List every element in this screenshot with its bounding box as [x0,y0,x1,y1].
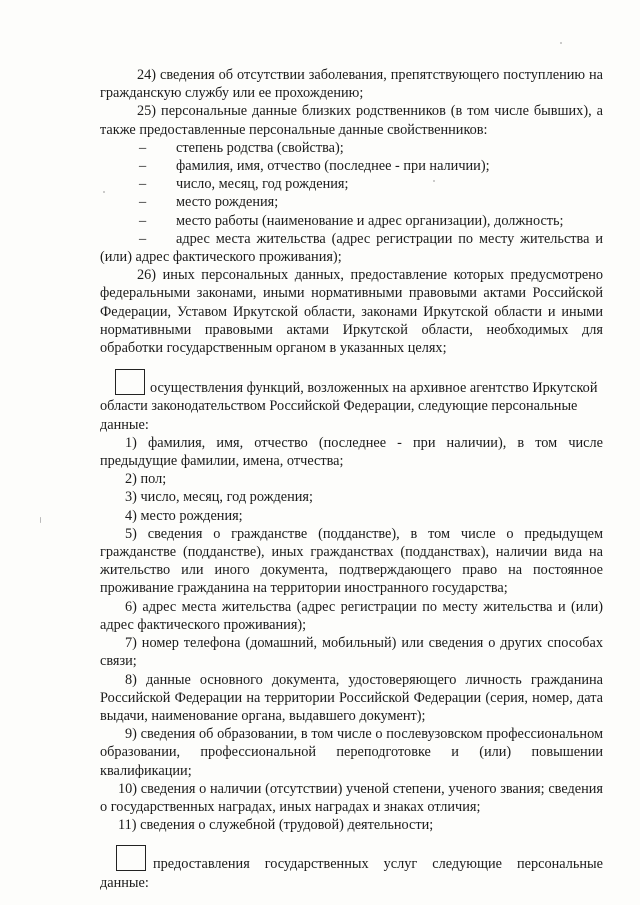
bullet-dash: – [139,158,147,175]
list-item [100,816,603,834]
bullet-item [100,157,603,175]
bullet-item [100,139,603,157]
archive-functions-checkbox[interactable] [115,369,145,395]
bullet-text: степень родства (свойства); [176,139,344,156]
bullet-dash: – [139,194,147,211]
section-b-intro [100,379,603,434]
bullet-item [100,230,603,266]
list-item-text: 11) сведения о служебной (трудовой) деятельности; [118,817,434,834]
list-item-text: 1) фамилия, имя, отчество (последнее - при наличии), в том числе предыдущие фамилии, имена, отчества; [100,434,603,470]
bullet-item [100,193,603,211]
item-24 [100,66,603,102]
list-item-text: 5) сведения о гражданстве (подданстве), в том числе о предыдущем гражданстве (подданстве), иных гражданствах (подданствах), наличии вида на жительство или иного документа, подтверждающего право на постоянное проживание гражданина на территории иностранного государства; [100,525,603,597]
item-25-number: 25) [137,103,157,120]
list-item-text: 10) сведения о наличии (отсутствии) ученой степени, ученого звания; сведения о государственных наградах, иных наградах и знаках отличия; [100,780,603,815]
section-c-intro [100,855,603,891]
item-25-text: персональные данные близких родственников (в том числе бывших), а также предоставленные персональные данные свойственников: [100,103,603,138]
list-item [100,671,603,726]
bullet-dash: – [139,176,147,193]
list-item-text: 9) сведения об образовании, в том числе о послевузовском профессиональном образовании, профессиональной переподготовке и (или) повышении квалификации; [100,726,603,779]
bullet-dash: – [139,230,147,247]
list-item [100,525,603,598]
spacer [100,357,603,379]
list-item-text: 6) адрес места жительства (адрес регистрации по месту жительства и (или) адрес фактического проживания); [100,598,603,633]
section-c-intro-text: предоставления государственных услуг следующие персональные данные: [100,856,603,891]
bullet-text: адрес места жительства (адрес регистрации по месту жительства и (или) адрес фактического проживания); [100,230,603,266]
bullet-text: место работы (наименование и адрес организации), должность; [176,212,564,229]
spacer [100,834,603,855]
list-item [100,488,603,506]
list-item [100,470,603,488]
list-item-text: 3) число, месяц, год рождения; [125,489,313,506]
section-c [100,855,603,891]
item-24-number: 24) [137,67,157,83]
item-26-number: 26) [137,267,157,284]
list-item [100,634,603,670]
scan-speck [40,517,41,523]
list-item [100,507,603,525]
item-26 [100,266,603,357]
bullet-dash: – [139,139,147,156]
bullet-text: число, месяц, год рождения; [176,176,349,193]
list-item [100,434,603,470]
bullet-dash: – [139,212,147,229]
list-item [100,598,603,634]
list-item-text: 7) номер телефона (домашний, мобильный) или сведения о других способах связи; [100,635,603,670]
bullet-item [100,212,603,230]
public-services-checkbox[interactable] [116,845,146,871]
bullet-text: место рождения; [176,194,279,211]
list-item [100,725,603,780]
item-26-text: иных персональных данных, предоставление которых предусмотрено федеральными законами, иными нормативными правовыми актами Российской Федерации, Уставом Иркутской области, законами Иркутской области и иными нормативными правовыми актами Иркутской области, необходимых для обработки государственным органом в указанных целях; [100,267,603,357]
list-item-text: 2) пол; [125,471,167,488]
list-item-text: 4) место рождения; [125,507,243,524]
item-24-text: сведения об отсутствии заболевания, препятствующего поступлению на гражданскую службу или ее прохождению; [100,67,604,102]
list-item [100,780,603,816]
list-item-text: 8) данные основного документа, удостоверяющего личность гражданина Российской Федерации на территории Российской Федерации (серия, номер, дата выдачи, наименование органа, выдавшего документ); [100,671,603,724]
scan-speck [560,42,562,44]
item-25 [100,102,603,138]
bullet-item [100,175,603,193]
document-body [100,66,603,892]
section-b-intro-text: осуществления функций, возложенных на архивное агентство Иркутской области законодательством Российской Федерации, следующие персональные данные: [100,380,598,433]
section-b [100,379,603,434]
bullet-text: фамилия, имя, отчество (последнее - при наличии); [176,158,490,175]
